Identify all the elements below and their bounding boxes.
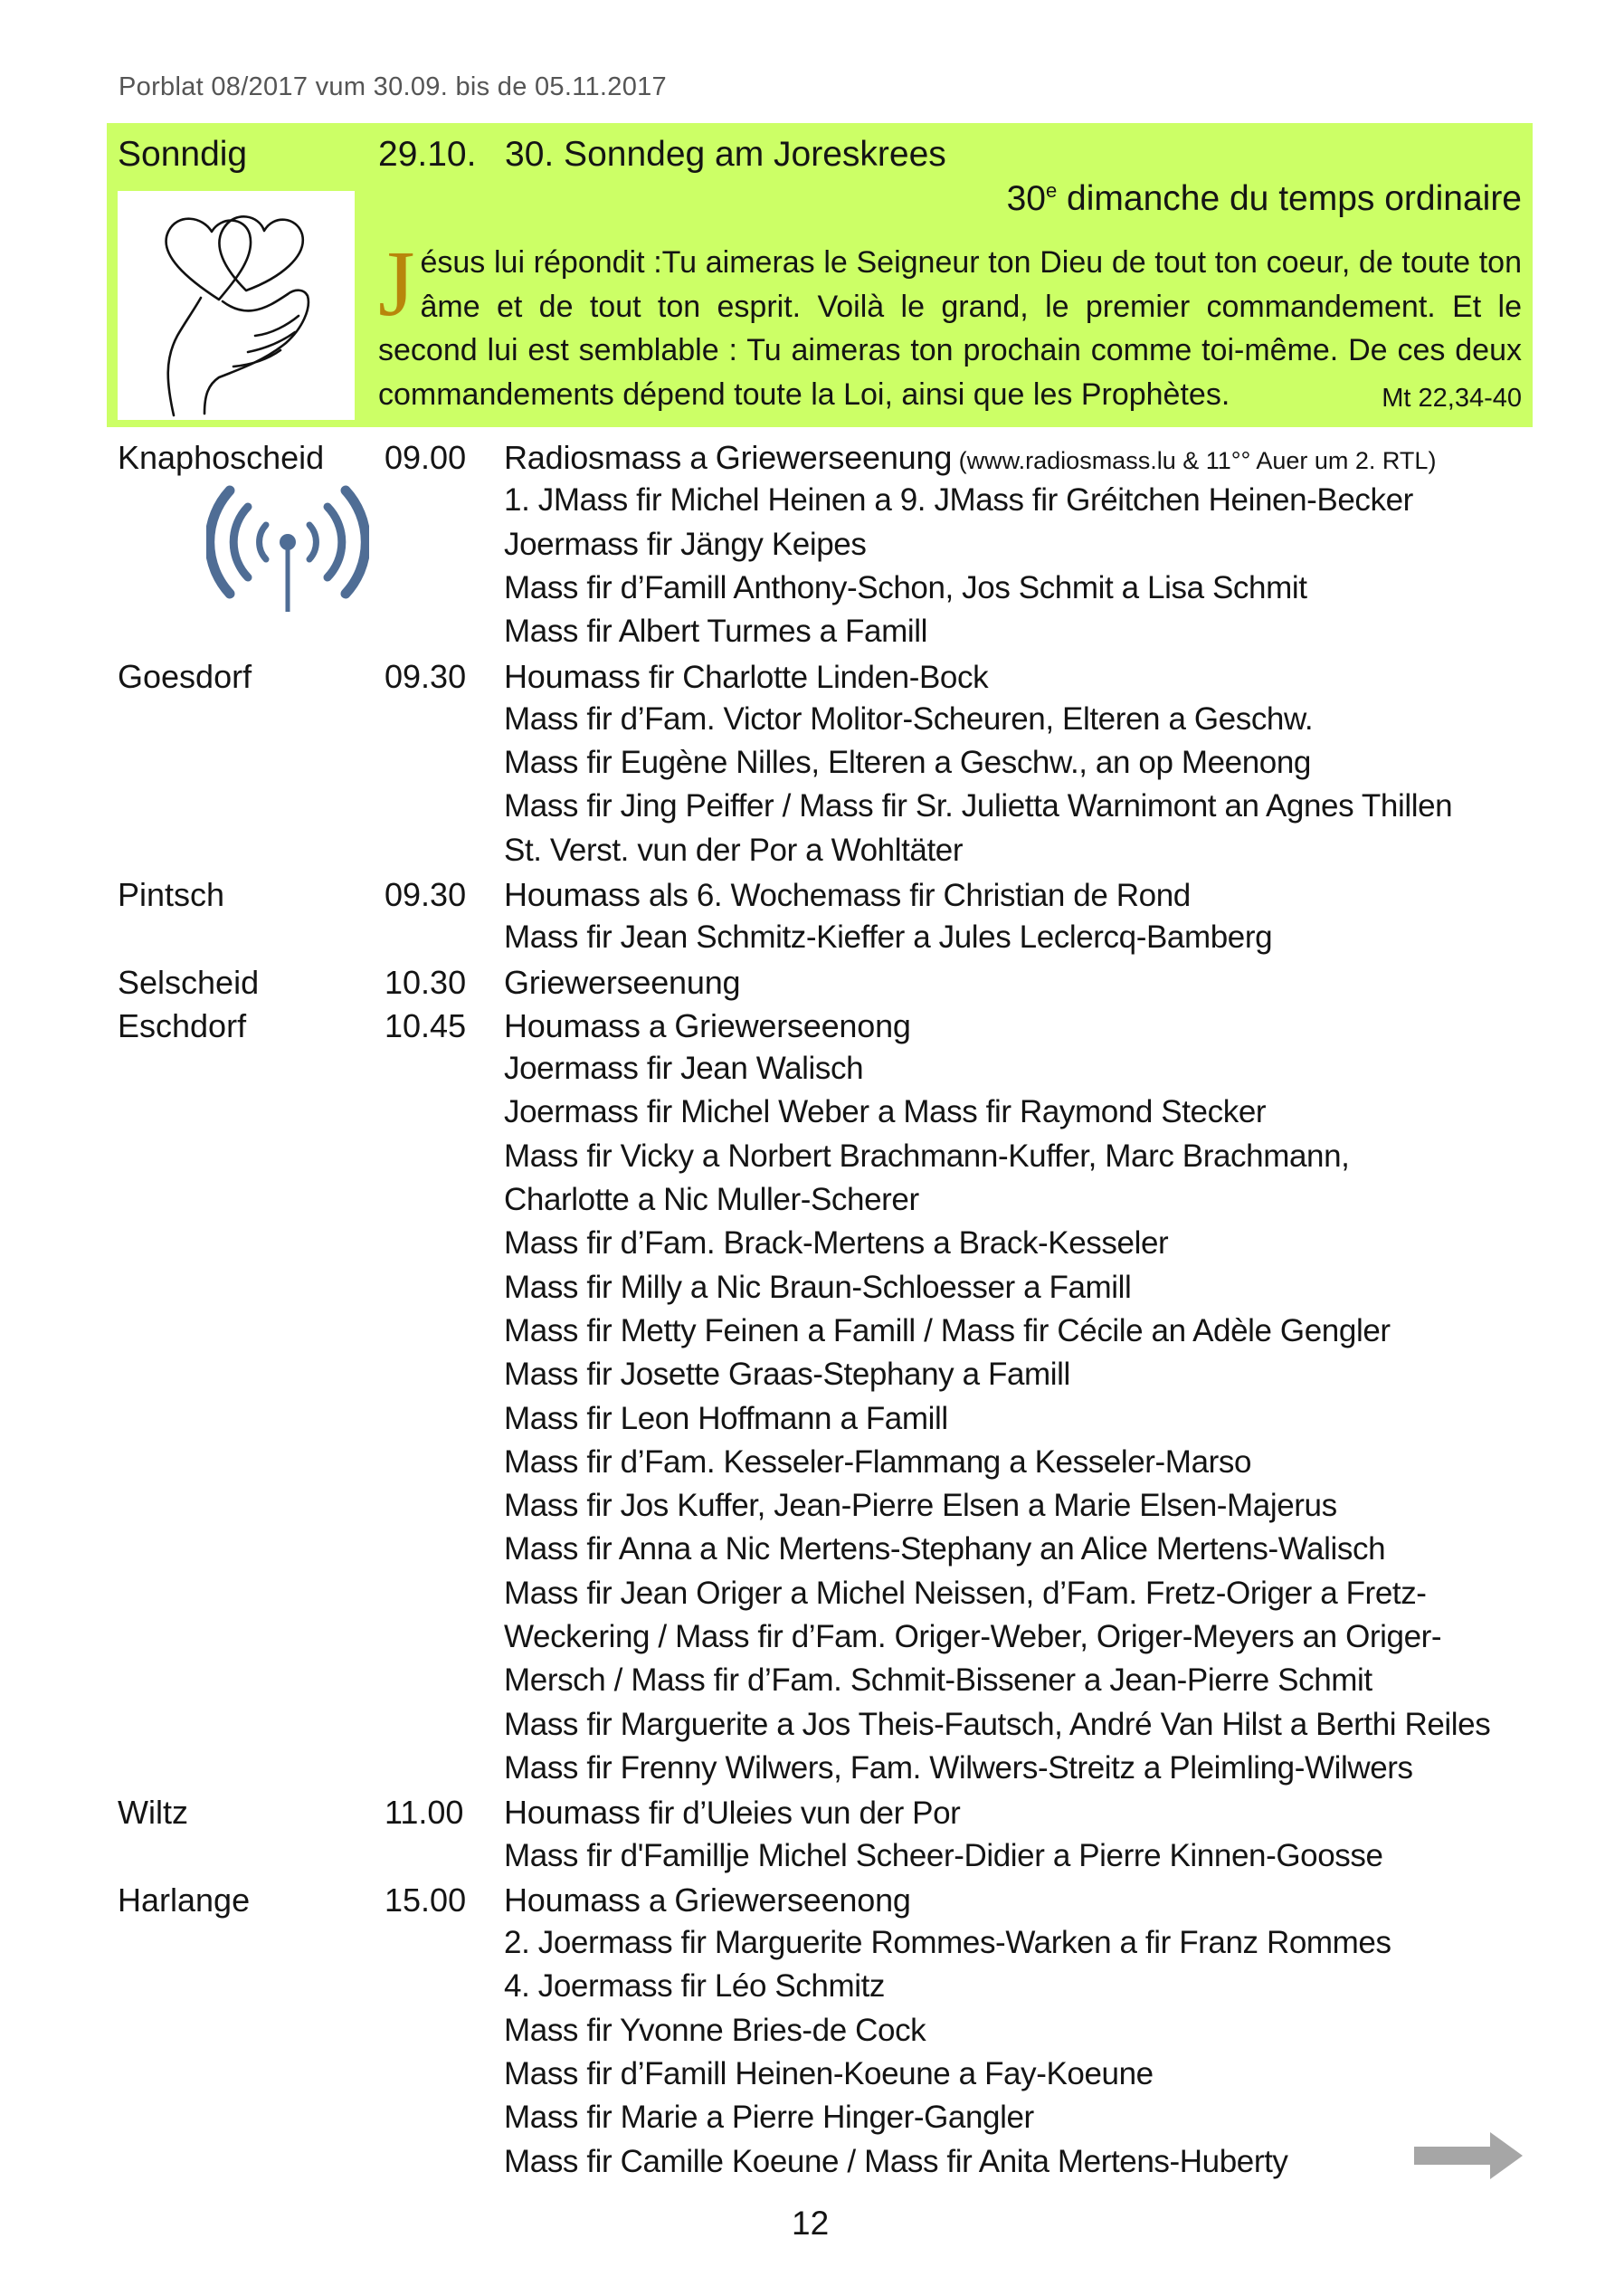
intention-text: Mass fir Metty Feinen a Famill / Mass fir Cécile an Adèle Gengler xyxy=(504,1312,1391,1348)
intention-text: Mass fir Albert Turmes a Famill xyxy=(504,614,927,650)
intention-line xyxy=(504,658,1452,701)
service-type: Griewerseenung xyxy=(504,963,741,1001)
intention-text: Mass fir d’Fam. Victor Molitor-Scheuren, Elteren a Geschw. xyxy=(504,700,1314,737)
intention-text: Mass fir d'Famillje Michel Scheer-Didier a Pierre Kinnen-Goosse xyxy=(504,1837,1383,1873)
intention-line xyxy=(504,527,1436,570)
intention-line xyxy=(504,1531,1490,1575)
verse-text: ésus lui répondit :Tu aimeras le Seigneur ton Dieu de tout ton coeur, de toute ton âme et de tout ton esprit. Voilà le grand, le premier commandement. Et le second lui est semblable : Tu aimeras ton prochain comme toi-même. De ces deux commandements dépend toute la Loi, ainsi que les Prophètes. xyxy=(378,245,1522,412)
intention-line xyxy=(504,1707,1490,1750)
intention-line xyxy=(504,482,1436,526)
intention-line xyxy=(504,1138,1490,1182)
intention-list xyxy=(504,964,740,1007)
mass-time: 10.45 xyxy=(385,1006,467,1044)
hands-holding-heart-icon xyxy=(118,191,355,420)
intention-text: Joermass fir Jean Walisch xyxy=(504,1051,864,1087)
feature-day: Sonndig xyxy=(118,135,248,174)
verse-citation: Mt 22,34-40 xyxy=(1382,383,1522,413)
intention-text: a xyxy=(640,1882,675,1919)
place-name: Eschdorf xyxy=(118,1006,247,1044)
intention-line xyxy=(504,1925,1391,1968)
feature-name-fr: 30e dimanche du temps ordinaire xyxy=(1006,179,1522,218)
service-type: Houmass xyxy=(504,1881,641,1919)
intention-line xyxy=(504,833,1452,876)
intention-line xyxy=(504,2056,1391,2100)
arrow-right-icon xyxy=(1412,2129,1524,2187)
intention-line xyxy=(504,1401,1490,1444)
intention-text: a xyxy=(681,441,716,476)
intention-text: Weckering / Mass fir d’Fam. Origer-Weber, Origer-Meyers an Origer- xyxy=(504,1619,1442,1655)
service-type: Griewerseenung xyxy=(715,439,953,476)
intention-text: Mass fir Marie a Pierre Hinger-Gangler xyxy=(504,2100,1034,2136)
intention-text: Mass fir Camille Koeune / Mass fir Anita Mertens-Huberty xyxy=(504,2143,1288,2179)
intention-line xyxy=(504,1488,1490,1531)
intention-text: 1. JMass fir Michel Heinen a 9. JMass fir Gréitchen Heinen-Becker xyxy=(504,482,1413,519)
intention-line xyxy=(504,1576,1490,1619)
intention-line xyxy=(504,1007,1490,1051)
intention-line xyxy=(504,439,1436,482)
intention-text: Mass fir d’Fam. Brack-Mertens a Brack-Kesseler xyxy=(504,1225,1169,1262)
mass-time: 11.00 xyxy=(385,1794,464,1832)
gospel-verse xyxy=(378,232,1522,420)
intention-line xyxy=(504,1838,1383,1881)
mass-time: 15.00 xyxy=(385,1881,467,1919)
service-type: Houmass xyxy=(504,1006,641,1044)
intention-line xyxy=(504,964,740,1007)
intention-text: 4. Joermass fir Léo Schmitz xyxy=(504,1968,886,2005)
intention-text: Mass fir Vicky a Norbert Brachmann-Kuffer, Marc Brachmann, xyxy=(504,1138,1350,1174)
intention-text: Mass fir Frenny Wilwers, Fam. Wilwers-Streitz a Pleimling-Wilwers xyxy=(504,1749,1413,1786)
intention-line xyxy=(504,1750,1490,1794)
place-name: Knaphoscheid xyxy=(118,439,325,476)
intention-line xyxy=(504,1444,1490,1488)
intention-text: fir Charlotte Linden-Bock xyxy=(640,659,989,695)
intention-list xyxy=(504,1007,1490,1794)
service-type: Houmass xyxy=(504,657,641,695)
intention-line xyxy=(504,701,1452,745)
intention-line xyxy=(504,2013,1391,2056)
intention-line xyxy=(504,1313,1490,1357)
intention-text: Mass fir d’Famill Anthony-Schon, Jos Schmit a Lisa Schmit xyxy=(504,569,1307,605)
radio-broadcast-icon xyxy=(206,480,369,620)
intention-text: Mass fir Josette Graas-Stephany a Famill xyxy=(504,1357,1070,1393)
intention-line xyxy=(504,1968,1391,2012)
intention-line xyxy=(504,1182,1490,1225)
intention-line xyxy=(504,919,1272,963)
intention-text: Joermass fir Michel Weber a Mass fir Raymond Stecker xyxy=(504,1094,1267,1130)
intention-text: Charlotte a Nic Muller-Scherer xyxy=(504,1182,919,1218)
intention-line xyxy=(504,745,1452,788)
intention-text: Mass fir Jing Peiffer / Mass fir Sr. Julietta Warnimont an Agnes Thillen xyxy=(504,788,1453,824)
intention-text: Mass fir Eugène Nilles, Elteren a Geschw., an op Meenong xyxy=(504,745,1311,781)
intention-line xyxy=(504,2144,1391,2187)
intention-text: Mass fir Yvonne Bries-de Cock xyxy=(504,2012,926,2048)
intention-text: Mass fir Marguerite a Jos Theis-Fautsch, André Van Hilst a Berthi Reiles xyxy=(504,1706,1491,1742)
intention-line xyxy=(504,1794,1383,1837)
intention-text: Mass fir Jos Kuffer, Jean-Pierre Elsen a Marie Elsen-Majerus xyxy=(504,1488,1337,1524)
intention-line xyxy=(504,1225,1490,1269)
service-type: Houmass xyxy=(504,1794,641,1832)
feature-box xyxy=(107,123,1533,427)
intention-text: Mersch / Mass fir d’Fam. Schmit-Bissener a Jean-Pierre Schmit xyxy=(504,1662,1372,1699)
feature-date: 29.10. xyxy=(378,135,477,174)
intention-line xyxy=(504,1270,1490,1313)
intention-list xyxy=(504,876,1272,964)
intention-list xyxy=(504,658,1452,876)
intention-text: Mass fir d’Famill Heinen-Koeune a Fay-Koeune xyxy=(504,2056,1154,2092)
intention-text: Mass fir Jean Origer a Michel Neissen, d’Fam. Fretz-Origer a Fretz- xyxy=(504,1575,1427,1611)
intention-line xyxy=(504,570,1436,614)
intention-text: fir d’Uleies vun der Por xyxy=(640,1795,961,1832)
intention-list xyxy=(504,1881,1391,2187)
service-type: Houmass xyxy=(504,876,641,913)
service-type: Griewerseenong xyxy=(674,1881,911,1919)
intention-line xyxy=(504,1619,1490,1662)
intention-text: 2. Joermass fir Marguerite Rommes-Warken a fir Franz Rommes xyxy=(504,1925,1391,1961)
mass-time: 09.30 xyxy=(385,876,467,913)
intention-text: Mass fir d’Fam. Kesseler-Flammang a Kesseler-Marso xyxy=(504,1443,1252,1480)
intention-line xyxy=(504,1051,1490,1094)
service-type: Griewerseenong xyxy=(674,1006,911,1044)
intention-line xyxy=(504,1881,1391,1925)
intention-line xyxy=(504,2100,1391,2143)
page-number: 12 xyxy=(792,2205,830,2242)
place-name: Harlange xyxy=(118,1881,251,1919)
intention-text: Joermass fir Jängy Keipes xyxy=(504,526,867,562)
intention-list xyxy=(504,1794,1383,1881)
place-name: Selscheid xyxy=(118,963,260,1001)
intention-line xyxy=(504,1357,1490,1400)
intention-line xyxy=(504,1662,1490,1706)
mass-time: 10.30 xyxy=(385,963,467,1001)
place-name: Goesdorf xyxy=(118,657,252,695)
intention-text: Mass fir Leon Hoffmann a Famill xyxy=(504,1400,948,1436)
intention-list xyxy=(504,439,1436,657)
intention-text: Mass fir Jean Schmitz-Kieffer a Jules Leclercq-Bamberg xyxy=(504,919,1273,956)
intention-line xyxy=(504,876,1272,919)
place-name: Wiltz xyxy=(118,1794,188,1832)
intention-line xyxy=(504,1094,1490,1138)
feature-name-lb: 30. Sonndeg am Joreskrees xyxy=(505,135,946,174)
verse-dropcap: J xyxy=(378,232,415,336)
mass-time: 09.00 xyxy=(385,439,467,476)
intention-text: Mass fir Anna a Nic Mertens-Stephany an Alice Mertens-Walisch xyxy=(504,1531,1386,1567)
mass-time: 09.30 xyxy=(385,657,467,695)
intention-line xyxy=(504,614,1436,657)
intention-line xyxy=(504,788,1452,832)
intention-text: St. Verst. vun der Por a Wohltäter xyxy=(504,832,964,868)
intention-text: als 6. Wochemass fir Christian de Rond xyxy=(640,878,1191,913)
service-type: Radiosmass xyxy=(504,439,682,476)
page-header: Porblat 08/2017 vum 30.09. bis de 05.11.2017 xyxy=(119,72,667,101)
intention-text: a xyxy=(640,1008,675,1044)
intention-text: (www.radiosmass.lu & 11°° Auer um 2. RTL) xyxy=(952,447,1437,474)
place-name: Pintsch xyxy=(118,876,225,913)
intention-text: Mass fir Milly a Nic Braun-Schloesser a Famill xyxy=(504,1269,1132,1305)
